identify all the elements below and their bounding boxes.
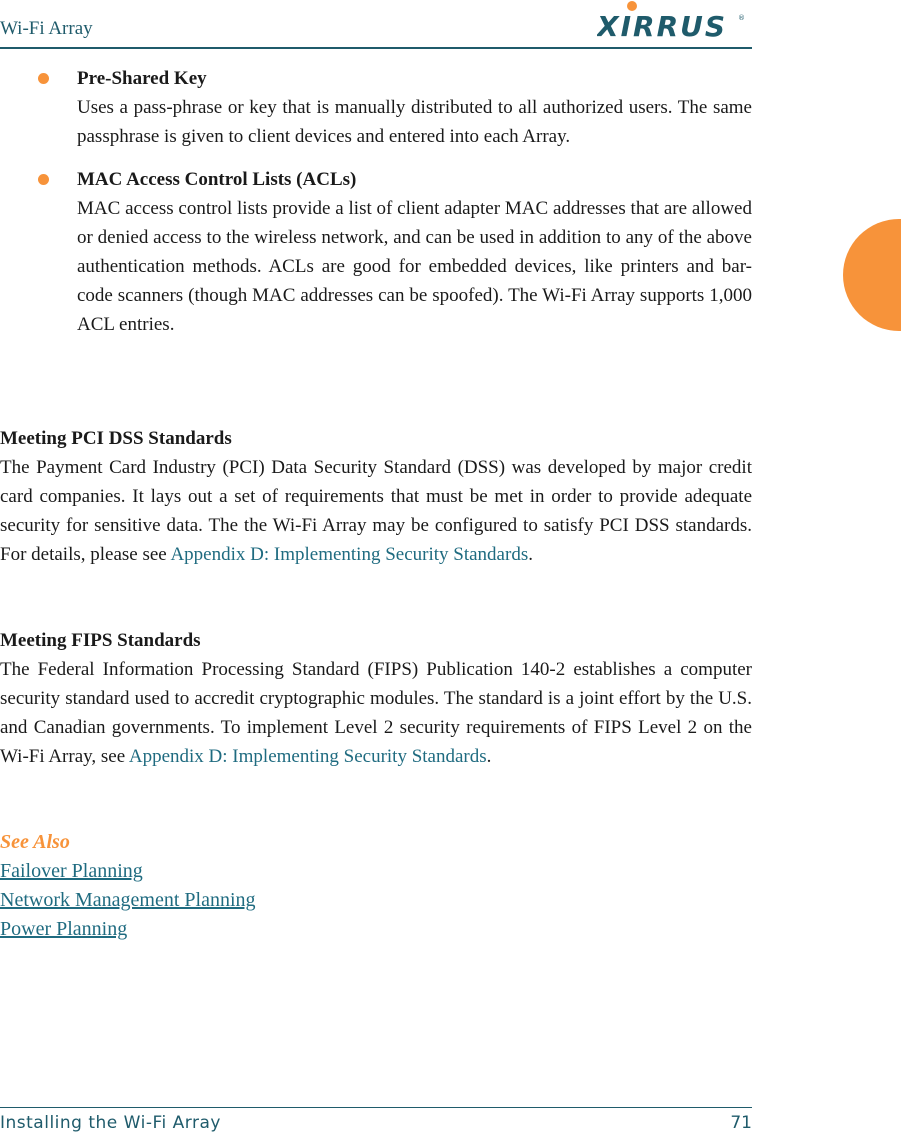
pci-heading: Meeting PCI DSS Standards [0,428,232,449]
pci-body: The Payment Card Industry (PCI) Data Security Standard (DSS) was developed by major credit card companies. It lays out a set of requirements that must be met in order to provide adequate security for sensitive data. The the Wi-Fi Array may be configured to satisfy PCI DSS standards. For details, please see [0,457,752,565]
logo-text: XIRRUS [597,10,728,42]
fips-section [0,626,752,771]
pci-section [0,424,752,569]
bullet-item [0,165,752,339]
bullet-title: MAC Access Control Lists (ACLs) [77,169,357,190]
chapter-side-tab [843,219,901,331]
logo-registered-mark: ® [738,14,745,22]
see-also [0,828,400,944]
bullet-dot-icon [38,73,49,84]
bullet-item [0,64,752,151]
see-also-link-network-management[interactable]: Network Management Planning [0,889,256,911]
footer-title: Installing the Wi-Fi Array [0,1113,221,1133]
running-header: Wi-Fi Array [0,18,93,39]
fips-body-end: . [486,746,492,767]
pci-appendix-link[interactable]: Appendix D: Implementing Security Standards [170,544,529,565]
see-also-link-failover[interactable]: Failover Planning [0,860,143,882]
header-rule [0,47,752,49]
pci-body-end: . [528,544,533,565]
xirrus-logo [597,0,747,42]
see-also-title: See Also [0,831,70,853]
bullet-title: Pre-Shared Key [77,68,207,89]
see-also-link-power[interactable]: Power Planning [0,918,128,940]
footer-rule [0,1107,752,1108]
bullet-dot-icon [38,174,49,185]
fips-heading: Meeting FIPS Standards [0,630,201,651]
fips-body: The Federal Information Processing Standard (FIPS) Publication 140-2 establishes a computer security standard used to accredit cryptographic modules. The standard is a joint effort by the U.S. and Canadian governments. To implement Level 2 security requirements of FIPS Level 2 on the Wi-Fi Array, see [0,659,752,767]
security-bullet-list [0,64,752,353]
page-number: 71 [730,1113,752,1133]
fips-appendix-link[interactable]: Appendix D: Implementing Security Standards [128,746,487,767]
bullet-text: Uses a pass-phrase or key that is manually distributed to all authorized users. The same passphrase is given to client devices and entered into each Array. [77,97,752,147]
bullet-text: MAC access control lists provide a list of client adapter MAC addresses that are allowed or denied access to the wireless network, and can be used in addition to any of the above authentication methods. ACLs are good for embedded devices, like printers and bar-code scanners (though MAC addresses can be spoofed). The Wi-Fi Array supports 1,000 ACL entries. [77,198,752,335]
